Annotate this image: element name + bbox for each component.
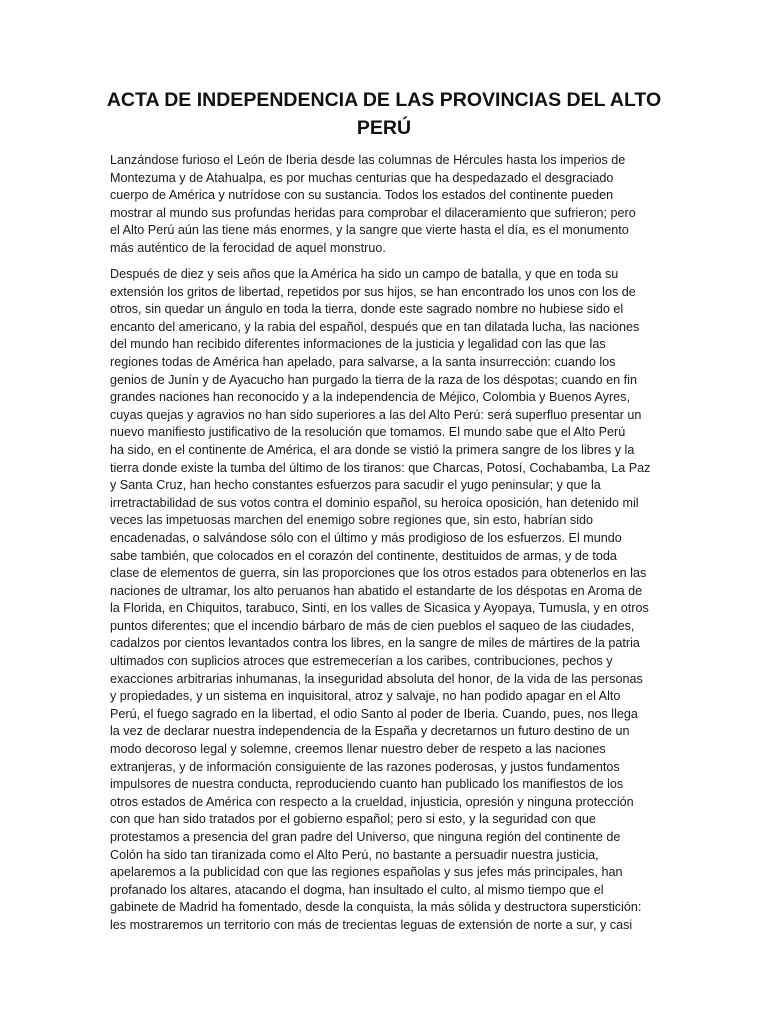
paragraph-2-line: regiones todas de América han apelado, para salvarse, a la santa insurrección: cuando los bbox=[110, 354, 616, 369]
paragraph-1-line: el Alto Perú aún las tiene más enormes, y la sangre que vierte hasta el día, es el monumento bbox=[110, 223, 629, 238]
paragraph-1-line: Lanzándose furioso el León de Iberia desde las columnas de Hércules hasta los imperios de bbox=[110, 153, 626, 167]
paragraph-2-line: y propiedades, y un sistema en inquisitoral, atroz y salvaje, no han podido apagar en el Alto bbox=[110, 689, 621, 704]
paragraph-2-line: tierra donde existe la tumba del último de los tiranos: que Charcas, Potosí, Cochabamba, La Paz bbox=[110, 460, 651, 475]
paragraph-2-line: del mundo han recibido diferentes informaciones de la justicia y legalidad con las que las bbox=[110, 337, 606, 352]
paragraph-2-line: clase de elementos de guerra, sin las proporciones que los otros estados para obtenerlos en las bbox=[110, 566, 647, 581]
paragraph-1-line: Montezuma y de Atahualpa, es por muchas centurias que ha despedazado el desgraciado bbox=[110, 170, 614, 185]
paragraph-2-line: Después de diez y seis años que la América ha sido un campo de batalla, y que en toda su bbox=[110, 267, 619, 281]
paragraph-2-line: modo decoroso legal y solemne, creemos llenar nuestro deber de respeto a las naciones bbox=[110, 742, 606, 757]
paragraph-2-line: y Santa Cruz, han hecho constantes esfuerzos para sacudir el yugo peninsular; y que la bbox=[110, 478, 601, 493]
paragraph-2-line: sabe también, que colocados en el corazón del continente, destituidos de armas, y de toda bbox=[110, 548, 617, 563]
paragraph-1-line: más auténtico de la ferocidad de aquel monstruo. bbox=[110, 240, 386, 255]
paragraph-2-line: protestamos a presencia del gran padre del Universo, que ninguna región del continente de bbox=[110, 830, 621, 844]
paragraph-2-line: ultimados con suplicios atroces que estremecerían a los caribes, contribuciones, pechos y bbox=[110, 654, 613, 669]
paragraph-1 bbox=[110, 152, 658, 258]
paragraph-2-line: la Florida, en Chiquitos, tarabuco, Sinti, en los valles de Sicasica y Ayopaya, Tumusla, y en otros bbox=[110, 601, 649, 616]
paragraph-2-line: ha sido, en el continente de América, el ara donde se vistió la primera sangre de los libres y la bbox=[110, 442, 635, 457]
paragraph-2-line: gabinete de Madrid ha fomentado, desde la conquista, la más sólida y destructora superstición: bbox=[110, 900, 642, 915]
paragraph-2-line: veces las impetuosas marchen del enemigo sobre regiones que, sin esto, habrían sido bbox=[110, 513, 594, 528]
paragraph-2-line: otros estados de América con respecto a la crueldad, injusticia, opresión y ninguna protección bbox=[110, 794, 634, 809]
paragraph-2-line: exacciones arbitrarias inhumanas, la inseguridad absoluta del honor, de la vida de las personas bbox=[110, 671, 643, 686]
paragraph-2-line: profanado los altares, atacando el dogma, han insultado el culto, al mismo tiempo que el bbox=[110, 882, 604, 897]
paragraph-2 bbox=[110, 266, 658, 935]
document-title: ACTA DE INDEPENDENCIA DE LAS PROVINCIAS DEL ALTO PERÚ bbox=[106, 89, 662, 139]
paragraph-2-line: apelaremos a la publicidad con que las regiones españolas y sus jefes más principales, han bbox=[110, 865, 623, 880]
paragraph-2-line: encanto del americano, y la rabia del español, después que en tan dilatada lucha, las naciones bbox=[110, 319, 640, 334]
paragraph-2-line: extranjeras, y de información consiguiente de las razones poderosas, y justos fundamentos bbox=[110, 759, 620, 774]
paragraph-2-line: la vez de declarar nuestra independencia de la España y decretarnos un futuro destino de un bbox=[110, 724, 630, 739]
paragraph-2-line: grandes naciones han reconocido y a la independencia de Méjico, Colombia y Buenos Ayres, bbox=[110, 390, 630, 405]
paragraph-2-line: genios de Junín y de Ayacucho han purgado la tierra de la raza de los déspotas; cuando en fin bbox=[110, 372, 637, 387]
paragraph-2-line: con que han sido tratados por el gobierno español; pero si esto, y la seguridad con que bbox=[110, 812, 596, 827]
paragraph-2-line: les mostraremos un territorio con más de trecientas leguas de extensión de norte a sur, y casi bbox=[110, 917, 633, 932]
paragraph-2-line: irretractabilidad de sus votos contra el dominio español, su heroica oposición, han detenido mil bbox=[110, 495, 639, 510]
paragraph-2-line: encadenadas, o salvándose sólo con el último y más prodigioso de los esfuerzos. El mundo bbox=[110, 530, 622, 545]
paragraph-2-line: Perú, el fuego sagrado en la libertad, el odio Santo al poder de Iberia. Cuando, pues, nos llega bbox=[110, 706, 638, 721]
paragraph-1-line: mostrar al mundo sus profundas heridas para comprobar el dilaceramiento que sufrieron; pero bbox=[110, 205, 636, 220]
paragraph-2-line: extensión los gritos de libertad, repetidos por sus hijos, se han encontrado los unos con los de bbox=[110, 284, 636, 299]
paragraph-2-line: impulsores de nuestra conducta, reproduciendo cuanto han publicado los manifiestos de los bbox=[110, 777, 624, 792]
paragraph-2-line: Colón ha sido tan tiranizada como el Alto Perú, no bastante a persuadir nuestra justicia, bbox=[110, 847, 599, 862]
paragraph-2-line: naciones de ultramar, los alto peruanos han abatido el estandarte de los déspotas en Aroma de bbox=[110, 583, 643, 598]
paragraph-2-line: otros, sin quedar un ángulo en toda la tierra, donde este sagrado nombre no hubiese sido el bbox=[110, 302, 624, 317]
paragraph-2-line: nuevo manifiesto justificativo de la resolución que tomamos. El mundo sabe que el Alto Perú bbox=[110, 425, 626, 440]
paragraph-2-line: cuyas quejas y agravios no han sido superiores a las del Alto Perú: será superfluo presentar un bbox=[110, 407, 642, 422]
paragraph-2-line: puntos diferentes; que el incendio bárbaro de más de cien pueblos el saqueo de las ciudades, bbox=[110, 618, 635, 633]
paragraph-1-line: cuerpo de América y nutrídose con su sustancia. Todos los estados del continente pueden bbox=[110, 188, 614, 203]
paragraph-2-line: cadalzos por cientos levantados contra los libres, en la sangre de miles de mártires de la patria bbox=[110, 636, 640, 651]
